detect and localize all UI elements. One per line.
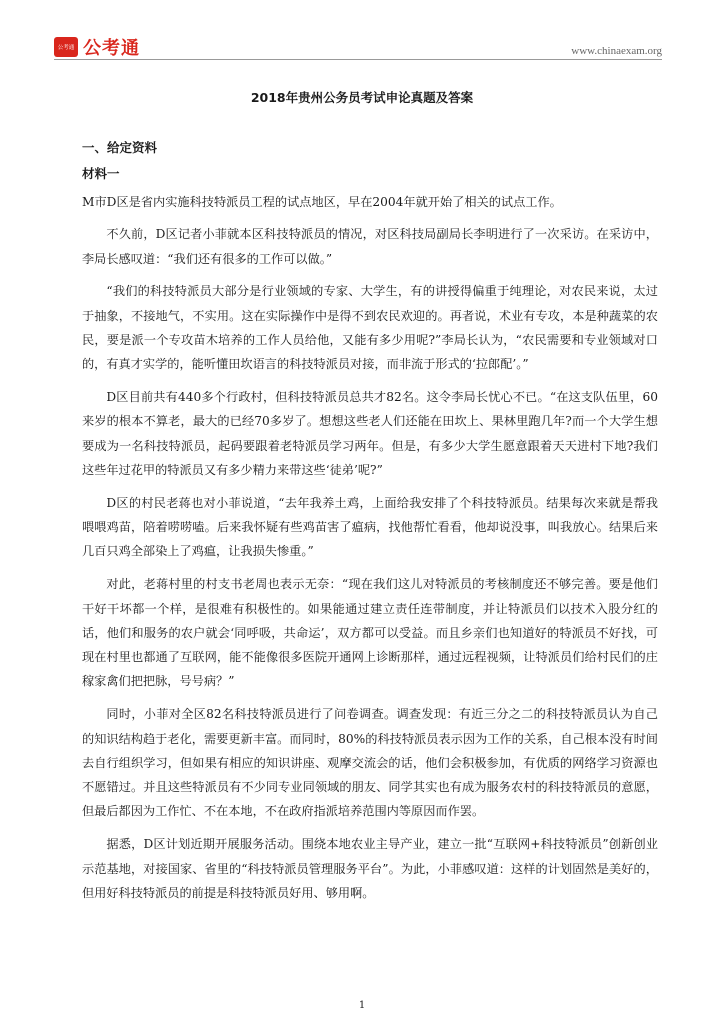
page-header xyxy=(0,0,724,62)
paragraph: 据悉，D区计划近期开展服务活动。围绕本地农业主导产业，建立一批“互联网+科技特派员”创新创业示范基地，对接国家、省里的“科技特派员管理服务平台”。为此，小菲感叹道：这样的计划固然是美好的，但用好科技特派员的前提是科技特派员好用、够用啊。 xyxy=(82,837,658,900)
logo-text: 公考通 xyxy=(83,38,140,59)
section-heading: 一、给定资料 xyxy=(82,140,158,155)
brand-logo xyxy=(54,34,140,60)
site-url: www.chinaexam.org xyxy=(571,45,662,57)
page-number: 1 xyxy=(358,1000,366,1011)
paragraph: 同时，小菲对全区82名科技特派员进行了问卷调查。调查发现：有近三分之二的科技特派员认为自己的知识结构趋于老化，需要更新丰富。而同时，80%的科技特派员表示因为工作的关系，自己根本没有时间去自行组织学习，但如果有相应的知识讲座、观摩交流会的话，他们会积极参加，有优质的网络学习资源也不愿错过。并且这些特派员有不少同专业同领域的朋友、同学其实也有成为服务农村的科技特派员的意愿，但最后都因为工作忙、不在本地，不在政府指派培养范围内等原因而作罢。 xyxy=(82,707,658,819)
paragraph: “我们的科技特派员大部分是行业领域的专家、大学生，有的讲授得偏重于纯理论，对农民来说，太过于抽象，不接地气，不实用。这在实际操作中是得不到农民欢迎的。再者说，术业有专攻，本是种蔬菜的农民，要是派一个专攻苗木培养的工作人员给他，又能有多少用呢?”李局长认为，“农民需要和专业领域对口的，有真才实学的，能听懂田坎语言的科技特派员对接，而非流于形式的‘拉郎配’。” xyxy=(82,284,658,372)
paragraph: D区目前共有440多个行政村，但科技特派员总共才82名。这令李局长忧心不已。“在这支队伍里，60来岁的根本不算老，最大的已经70多岁了。想想这些老人们还能在田坎上、果林里跑几年?而一个大学生想要成为一名科技特派员，起码要跟着老特派员学习两年。但是，有多少大学生愿意跟着天天进村下地?我们这些年过花甲的特派员又有多少精力来带这些‘徒弟’呢?” xyxy=(82,390,658,478)
paragraph: M市D区是省内实施科技特派员工程的试点地区，早在2004年就开始了相关的试点工作。 xyxy=(82,194,562,209)
paragraph: 对此，老蒋村里的村支书老周也表示无奈：“现在我们这儿对特派员的考核制度还不够完善。要是他们干好干坏都一个样，是很难有积极性的。如果能通过建立责任连带制度，并让特派员们以技术入股分红的话，他们和服务的农户就会‘同呼吸，共命运’，双方都可以受益。而且乡亲们也知道好的特派员不好找，可现在村里也都通了互联网，能不能像很多医院开通网上诊断那样，通过远程视频，让特派员们给村民们的庄稼家禽们把把脉，号号病？” xyxy=(82,577,658,689)
logo-badge-icon xyxy=(54,37,78,57)
header-divider xyxy=(54,59,662,60)
paragraph: 不久前，D区记者小菲就本区科技特派员的情况，对区科技局副局长李明进行了一次采访。在采访中，李局长感叹道：“我们还有很多的工作可以做。” xyxy=(82,227,658,266)
document-title: 2018年贵州公务员考试申论真题及答案 xyxy=(250,90,474,105)
logo-badge-text: 公考通 xyxy=(57,45,75,51)
paragraph: D区的村民老蒋也对小菲说道，“去年我养土鸡，上面给我安排了个科技特派员。结果每次来就是帮我喂喂鸡苗，陪着唠唠嗑。后来我怀疑有些鸡苗害了瘟病，找他帮忙看看，他却说没事，叫我放心。结果后来几百只鸡全部染上了鸡瘟，让我损失惨重。” xyxy=(82,495,658,559)
material-label: 材料一 xyxy=(82,166,120,182)
document-body xyxy=(82,136,658,914)
